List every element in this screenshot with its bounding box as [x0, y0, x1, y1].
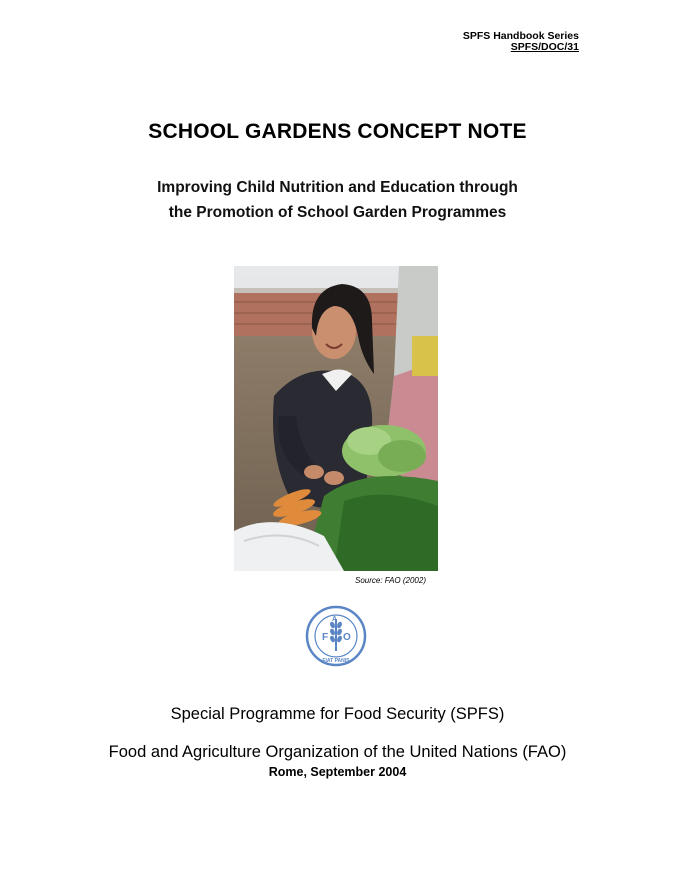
document-title: SCHOOL GARDENS CONCEPT NOTE [148, 120, 527, 143]
photo-source-caption: Source: FAO (2002) [355, 576, 426, 585]
programme-name: Special Programme for Food Security (SPFS) [170, 705, 505, 723]
cover-photo [234, 266, 438, 571]
place-and-date: Rome, September 2004 [268, 765, 407, 779]
fao-emblem-icon [305, 605, 367, 667]
series-name: SPFS Handbook Series [462, 30, 579, 42]
girl-in-garden-photo [234, 266, 438, 571]
logo-motto: FIAT PANIS [322, 658, 350, 664]
organization-name: Food and Agriculture Organization of the United Nations (FAO) [108, 743, 567, 761]
subtitle-line-2: the Promotion of School Garden Programmes [168, 204, 507, 221]
document-code: SPFS/DOC/31 [510, 41, 579, 53]
logo-letter-o: O [343, 632, 351, 643]
fao-logo [305, 605, 367, 667]
logo-letter-a: A [332, 616, 338, 623]
document-subtitle [0, 175, 675, 225]
subtitle-line-1: Improving Child Nutrition and Education through [157, 179, 518, 196]
logo-letter-f: F [322, 632, 329, 643]
series-info [463, 31, 579, 53]
